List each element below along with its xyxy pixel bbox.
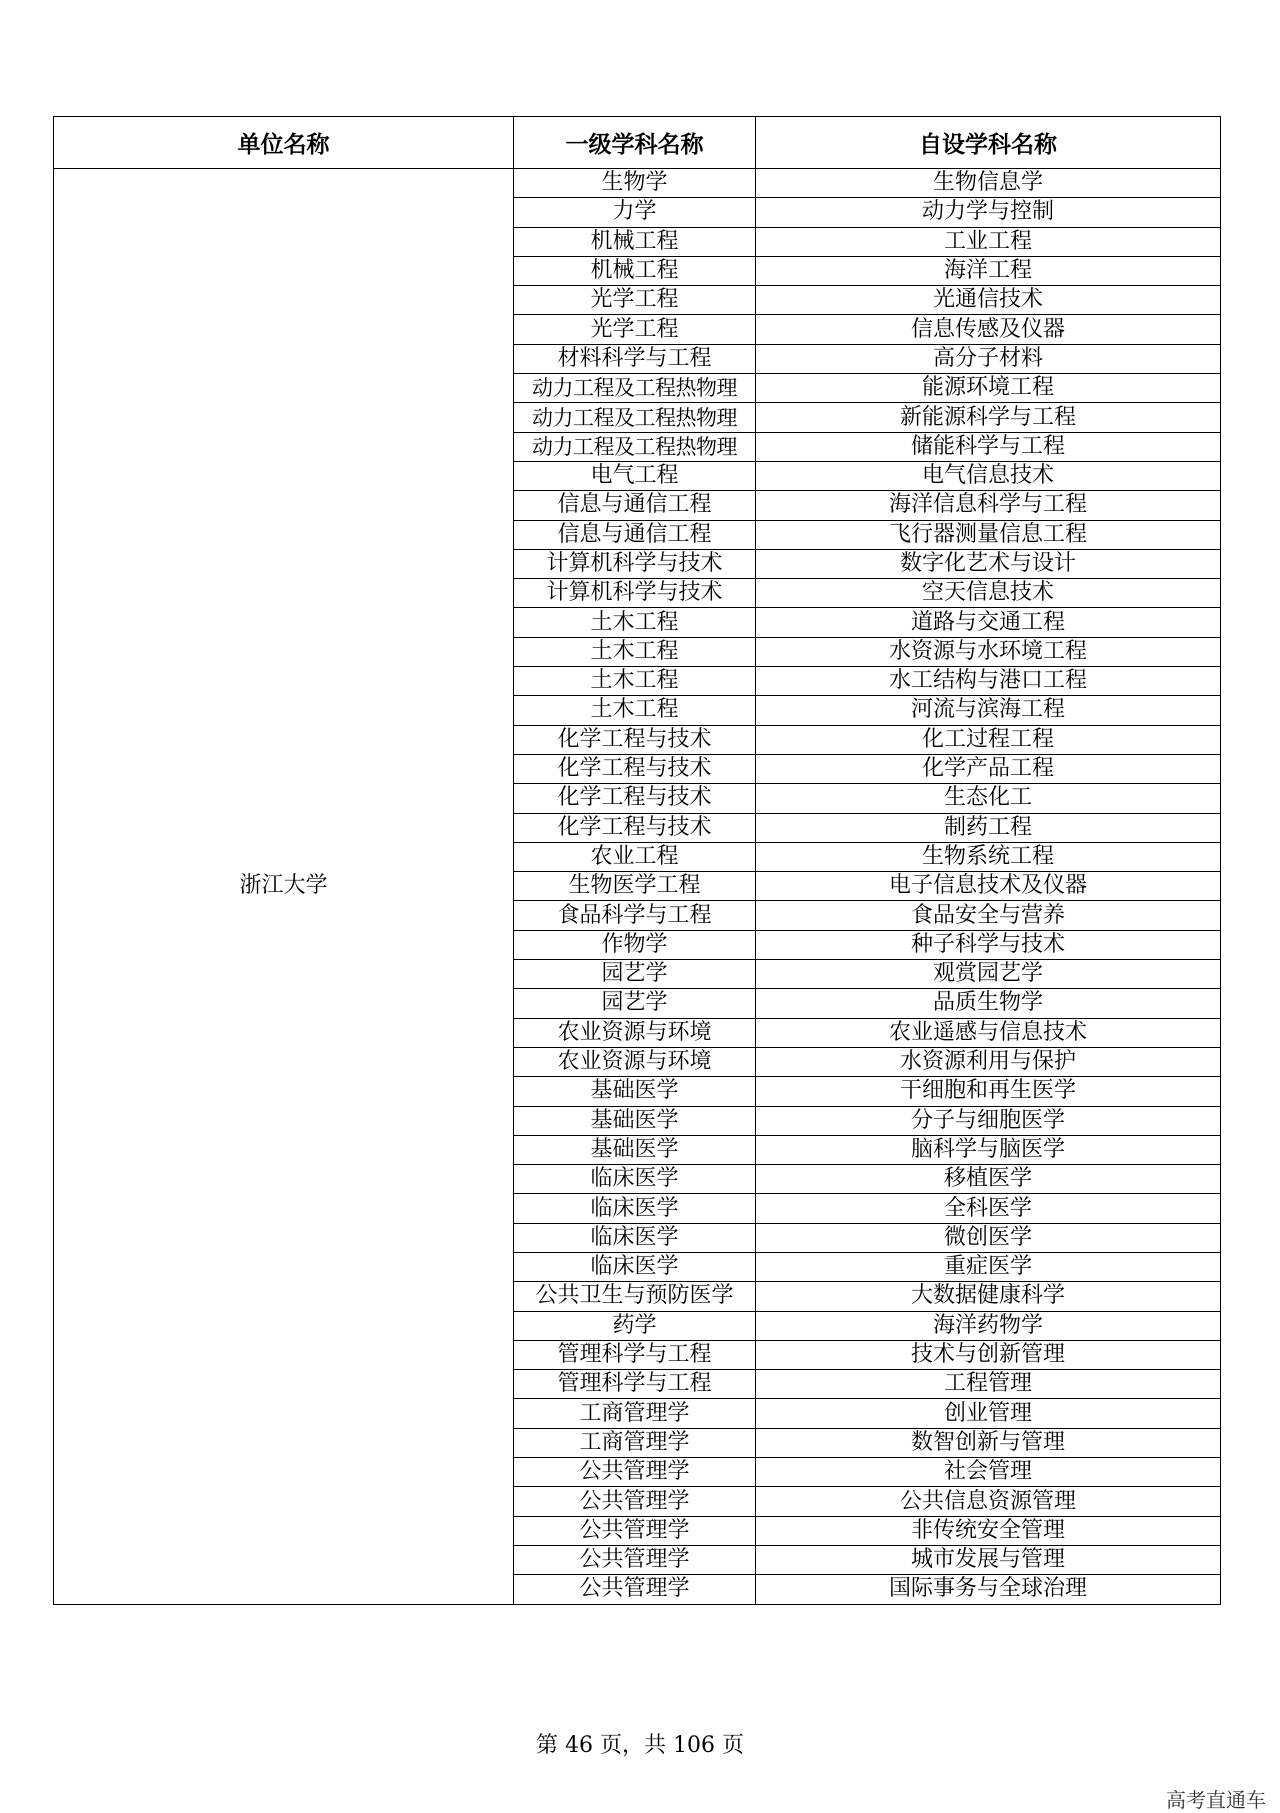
level1-subject-cell: 化学工程与技术 [514,784,756,813]
level1-subject-cell: 生物医学工程 [514,872,756,901]
self-subject-cell: 城市发展与管理 [756,1545,1221,1574]
level1-subject-cell: 计算机科学与技术 [514,579,756,608]
level1-subject-cell: 土木工程 [514,696,756,725]
level1-subject-cell: 公共管理学 [514,1545,756,1574]
self-subject-cell: 干细胞和再生医学 [756,1077,1221,1106]
header-level1-subject: 一级学科名称 [514,117,756,169]
self-subject-cell: 种子科学与技术 [756,930,1221,959]
self-subject-cell: 电子信息技术及仪器 [756,872,1221,901]
level1-subject-cell: 信息与通信工程 [514,520,756,549]
level1-subject-cell: 药学 [514,1311,756,1340]
self-subject-cell: 化学产品工程 [756,754,1221,783]
level1-subject-cell: 计算机科学与技术 [514,549,756,578]
self-subject-cell: 生态化工 [756,784,1221,813]
self-subject-cell: 生物信息学 [756,169,1221,198]
level1-subject-cell: 园艺学 [514,989,756,1018]
self-subject-cell: 信息传感及仪器 [756,315,1221,344]
self-subject-cell: 品质生物学 [756,989,1221,1018]
self-subject-cell: 创业管理 [756,1399,1221,1428]
unit-name-cell: 浙江大学 [54,169,514,1605]
self-subject-cell: 工业工程 [756,227,1221,256]
level1-subject-cell: 动力工程及工程热物理 [514,432,756,461]
level1-subject-cell: 临床医学 [514,1165,756,1194]
self-subject-cell: 海洋工程 [756,256,1221,285]
level1-subject-cell: 公共管理学 [514,1516,756,1545]
self-subject-cell: 电气信息技术 [756,461,1221,490]
self-subject-cell: 农业遥感与信息技术 [756,1018,1221,1047]
self-subject-cell: 生物系统工程 [756,842,1221,871]
self-subject-cell: 新能源科学与工程 [756,403,1221,432]
self-subject-cell: 国际事务与全球治理 [756,1575,1221,1604]
level1-subject-cell: 基础医学 [514,1135,756,1164]
level1-subject-cell: 光学工程 [514,286,756,315]
level1-subject-cell: 公共管理学 [514,1575,756,1604]
level1-subject-cell: 土木工程 [514,667,756,696]
self-subject-cell: 全科医学 [756,1194,1221,1223]
self-subject-cell: 非传统安全管理 [756,1516,1221,1545]
page-number: 第 46 页，共 106 页 [536,1733,744,1758]
level1-subject-cell: 机械工程 [514,227,756,256]
level1-subject-cell: 公共卫生与预防医学 [514,1282,756,1311]
self-subject-cell: 飞行器测量信息工程 [756,520,1221,549]
self-subject-cell: 海洋药物学 [756,1311,1221,1340]
self-subject-cell: 道路与交通工程 [756,608,1221,637]
self-subject-cell: 脑科学与脑医学 [756,1135,1221,1164]
self-subject-cell: 动力学与控制 [756,198,1221,227]
self-subject-cell: 光通信技术 [756,286,1221,315]
level1-subject-cell: 材料科学与工程 [514,344,756,373]
level1-subject-cell: 土木工程 [514,637,756,666]
self-subject-cell: 空天信息技术 [756,579,1221,608]
self-subject-cell: 制药工程 [756,813,1221,842]
level1-subject-cell: 园艺学 [514,960,756,989]
self-subject-cell: 移植医学 [756,1165,1221,1194]
level1-subject-cell: 公共管理学 [514,1487,756,1516]
self-subject-cell: 水工结构与港口工程 [756,667,1221,696]
level1-subject-cell: 临床医学 [514,1223,756,1252]
self-subject-cell: 重症医学 [756,1252,1221,1281]
level1-subject-cell: 农业资源与环境 [514,1047,756,1076]
level1-subject-cell: 基础医学 [514,1077,756,1106]
level1-subject-cell: 生物学 [514,169,756,198]
level1-subject-cell: 动力工程及工程热物理 [514,374,756,403]
subject-table [53,116,1221,1605]
self-subject-cell: 水资源与水环境工程 [756,637,1221,666]
self-subject-cell: 社会管理 [756,1458,1221,1487]
level1-subject-cell: 工商管理学 [514,1428,756,1457]
self-subject-cell: 数字化艺术与设计 [756,549,1221,578]
self-subject-cell: 观赏园艺学 [756,960,1221,989]
self-subject-cell: 储能科学与工程 [756,432,1221,461]
level1-subject-cell: 管理科学与工程 [514,1340,756,1369]
level1-subject-cell: 土木工程 [514,608,756,637]
level1-subject-cell: 食品科学与工程 [514,901,756,930]
header-row [54,117,1221,169]
self-subject-cell: 工程管理 [756,1370,1221,1399]
self-subject-cell: 微创医学 [756,1223,1221,1252]
self-subject-cell: 食品安全与营养 [756,901,1221,930]
level1-subject-cell: 工商管理学 [514,1399,756,1428]
level1-subject-cell: 临床医学 [514,1194,756,1223]
level1-subject-cell: 农业工程 [514,842,756,871]
level1-subject-cell: 信息与通信工程 [514,491,756,520]
self-subject-cell: 化工过程工程 [756,725,1221,754]
self-subject-cell: 河流与滨海工程 [756,696,1221,725]
level1-subject-cell: 管理科学与工程 [514,1370,756,1399]
level1-subject-cell: 化学工程与技术 [514,754,756,783]
self-subject-cell: 分子与细胞医学 [756,1106,1221,1135]
level1-subject-cell: 化学工程与技术 [514,725,756,754]
self-subject-cell: 水资源利用与保护 [756,1047,1221,1076]
level1-subject-cell: 机械工程 [514,256,756,285]
level1-subject-cell: 公共管理学 [514,1458,756,1487]
self-subject-cell: 大数据健康科学 [756,1282,1221,1311]
self-subject-cell: 技术与创新管理 [756,1340,1221,1369]
self-subject-cell: 能源环境工程 [756,374,1221,403]
self-subject-cell: 海洋信息科学与工程 [756,491,1221,520]
level1-subject-cell: 作物学 [514,930,756,959]
level1-subject-cell: 临床医学 [514,1252,756,1281]
self-subject-cell: 公共信息资源管理 [756,1487,1221,1516]
table-row [54,169,1221,198]
level1-subject-cell: 化学工程与技术 [514,813,756,842]
level1-subject-cell: 光学工程 [514,315,756,344]
level1-subject-cell: 农业资源与环境 [514,1018,756,1047]
self-subject-cell: 数智创新与管理 [756,1428,1221,1457]
header-unit-name: 单位名称 [54,117,514,169]
level1-subject-cell: 力学 [514,198,756,227]
watermark-text: 高考直通车 [1166,1788,1266,1812]
self-subject-cell: 高分子材料 [756,344,1221,373]
level1-subject-cell: 电气工程 [514,461,756,490]
level1-subject-cell: 动力工程及工程热物理 [514,403,756,432]
table-body [54,169,1221,1605]
header-self-subject: 自设学科名称 [756,117,1221,169]
level1-subject-cell: 基础医学 [514,1106,756,1135]
